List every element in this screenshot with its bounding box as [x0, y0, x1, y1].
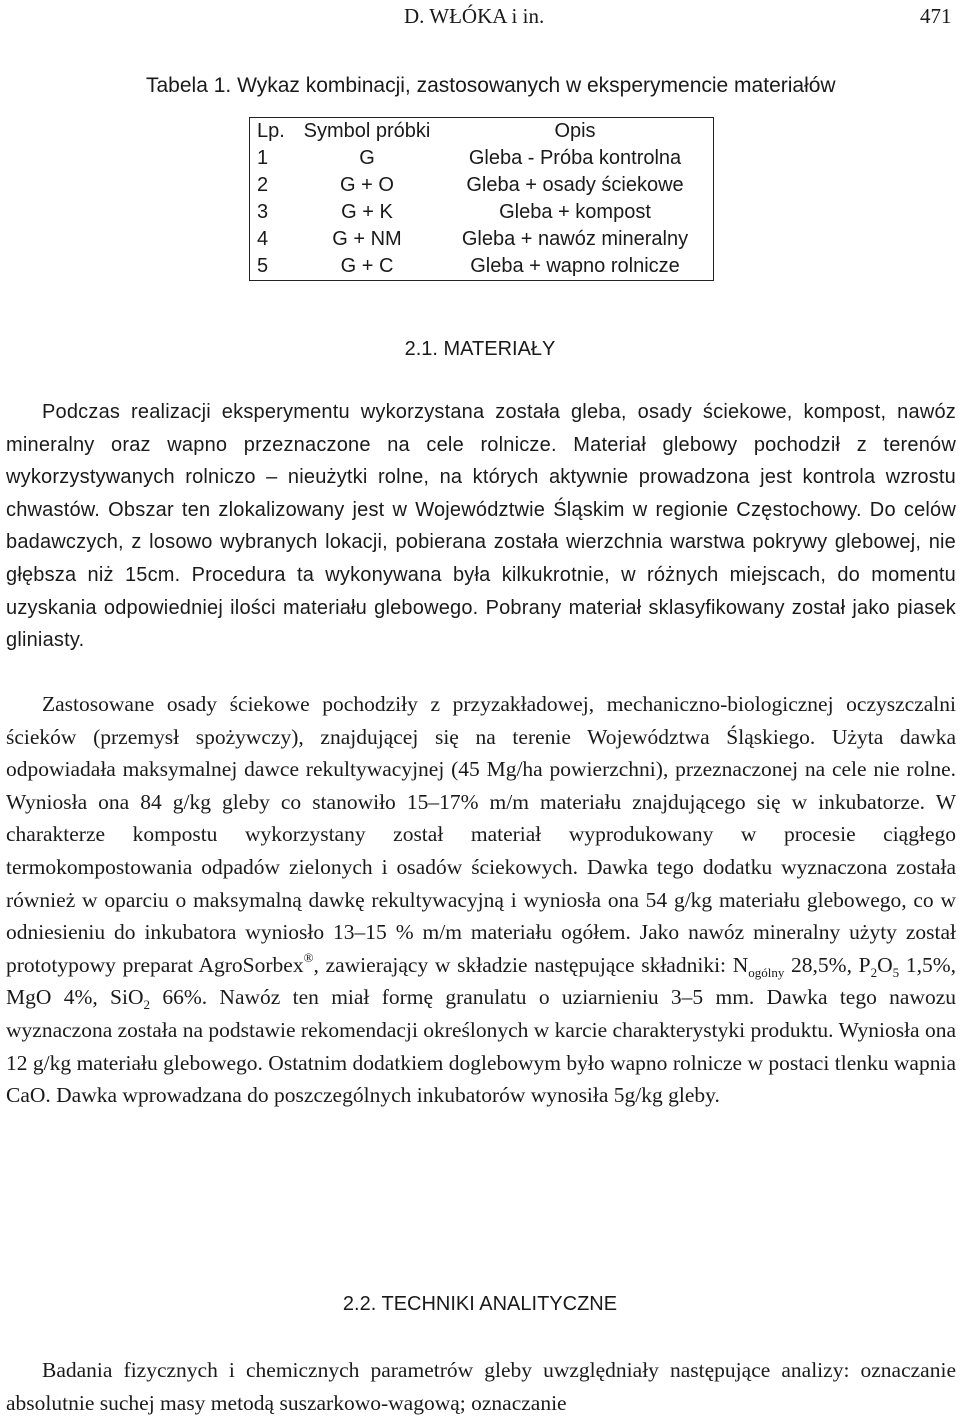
table-cell: 1 [257, 147, 269, 169]
table-cell: G [359, 147, 375, 169]
subscript-2: 2 [870, 964, 878, 980]
page-number: 471 [920, 4, 952, 28]
table-cell: Gleba - Próba kontrolna [468, 147, 682, 169]
running-title: D. WŁÓKA i in. [404, 4, 545, 28]
table-cell: G + NM [332, 228, 402, 250]
table-cell: 3 [257, 201, 269, 223]
table-cell: 5 [257, 255, 269, 277]
table-cell: Gleba + kompost [499, 201, 651, 223]
table-header-row [250, 118, 714, 146]
table-cell: 2 [257, 174, 269, 196]
table-row [250, 199, 714, 226]
column-header-symbol: Symbol próbki [303, 120, 431, 142]
table-row [250, 253, 714, 281]
formula-oxygen: O [877, 952, 893, 977]
table-cell: Gleba + osady ściekowe [466, 174, 684, 196]
paragraph-text: , zawierający w składzie następujące składniki: N [313, 952, 749, 977]
table-cell: Gleba + wapno rolnicze [470, 255, 680, 277]
paragraph-text: 66%. Nawóz ten miał formę granulatu o uziarnieniu 3–5 mm. Dawka tego nawozu wyznaczona została na podstawie rekomendacji określonych w karcie charakterystyki produktu. Wyniosła ona 12 g/kg materiału glebowego. Ostatnim dodatkiem doglebowym było wapno rolnicze w postaci tlenku wapnia CaO. Dawka wprowadzana do poszczególnych inkubatorów wynosiła 5g/kg gleby. [6, 985, 957, 1108]
table-caption: Tabela 1. Wykaz kombinacji, zastosowanych w eksperymencie materiałów [146, 74, 836, 97]
table-cell: G + K [341, 201, 393, 223]
combinations-table [249, 117, 714, 281]
subscript-ogolny: ogólny [748, 964, 785, 980]
paragraph-techniques [6, 1354, 956, 1419]
paragraph-materials-additives [6, 688, 956, 1112]
paragraph-text: Zastosowane osady ściekowe pochodziły z przyzakładowej, mechaniczno-biologicznej oczyszczalni ścieków (przemysł spożywczy), znajdującej się na terenie Województwa Śląskiego. Użyta dawka odpowiadała maksymalnej dawce rekultywacyjnej (45 Mg/ha powierzchni), przeznaczonej na cele nie rolne. Wyniosła ona 84 g/kg gleby co stanowiło 15–17% m/m materiału znajdującego się w inkubatorze. W charakterze kompostu wykorzystany został materiał wyprodukowany w procesie ciągłego termokompostowania odpadów zielonych i osadów ściekowych. Dawka tego dodatku wyznaczona została również w oparciu o maksymalną dawkę rekultywacyjną i wyniosła ona 54 g/kg materiału glebowego, co w odniesieniu do inkubatora wyniosło 13–15 % m/m materiału ogółem. Jako nawóz mineralny użyty został prototypowy preparat AgroSorbex [6, 692, 956, 977]
column-header-lp: Lp. [257, 120, 285, 142]
paragraph-text: Podczas realizacji eksperymentu wykorzystana została gleba, osady ściekowe, kompost, nawóz mineralny oraz wapno przeznaczone na cele rolnicze. Materiał glebowy pochodził z terenów wykorzystywanych rolniczo – nieużytki rolne, na których aktywnie prowadzona jest kontrola wzrostu chwastów. Obszar ten zlokalizowany jest w Województwie Śląskim w regionie Częstochowy. Do celów badawczych, z losowo wybranych lokacji, pobierana została wierzchnia warstwa pokrywy glebowej, nie głębsza niż 15cm. Procedura ta wykonywana była kilkukrotnie, w różnych miejscach, do momentu uzyskania odpowiedniej ilości materiału glebowego. Pobrany materiał sklasyfikowany został jako piasek gliniasty. [6, 401, 956, 652]
subscript-5: 5 [892, 964, 900, 980]
paragraph-text: Badania fizycznych i chemicznych parametrów gleby uwzględniały następujące analizy: oznaczanie absolutnie suchej masy metodą suszarkowo-wagową; oznaczanie [6, 1358, 956, 1415]
page-header [0, 4, 960, 34]
table-row [250, 145, 714, 172]
paragraph-text: 1,5%, MgO 4%, SiO [6, 952, 956, 1010]
table-row [250, 226, 714, 253]
section-heading-materials: 2.1. MATERIAŁY [404, 338, 556, 360]
registered-mark: ® [303, 949, 314, 965]
table-row [250, 172, 714, 199]
paragraph-materials-soil [6, 396, 956, 657]
table-cell: G + O [340, 174, 394, 196]
column-header-opis: Opis [554, 120, 596, 142]
table-cell: Gleba + nawóz mineralny [461, 228, 689, 250]
table-cell: G + C [340, 255, 394, 277]
paragraph-text: 28,5%, P [784, 952, 871, 977]
section-heading-techniques: 2.2. TECHNIKI ANALITYCZNE [342, 1293, 618, 1315]
table-cell: 4 [257, 228, 269, 250]
subscript-2: 2 [143, 997, 151, 1013]
